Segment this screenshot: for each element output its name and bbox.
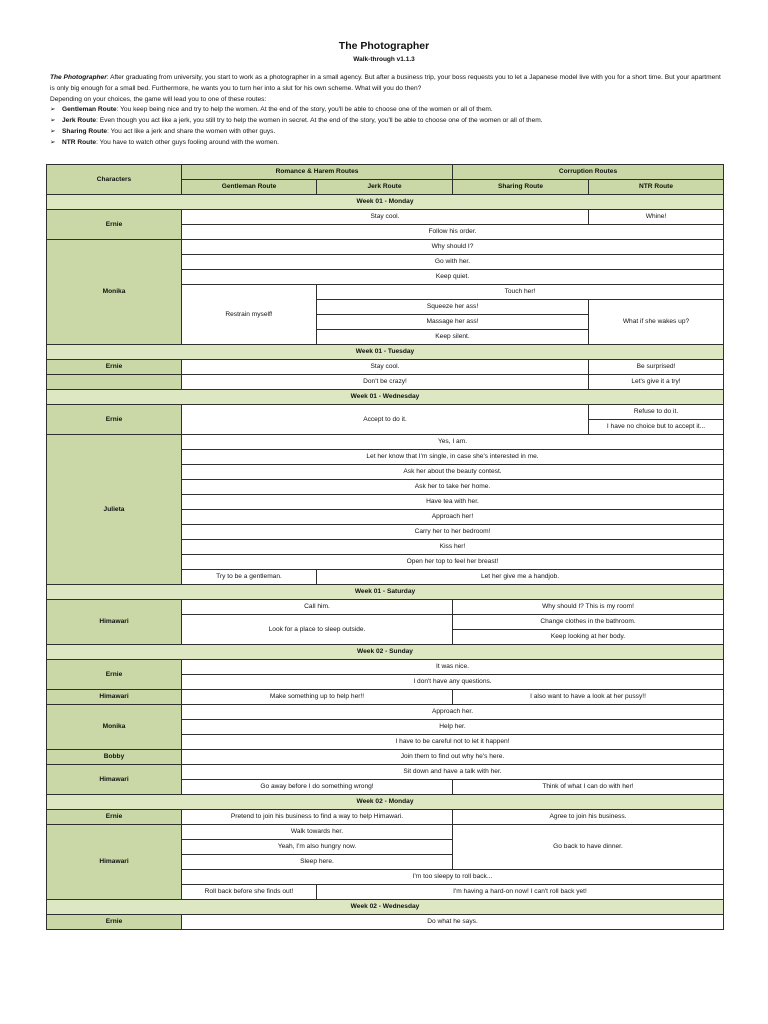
intro-lead: The Photographer (50, 74, 107, 81)
route-desc: : You have to watch other guys fooling around with the women. (96, 138, 279, 146)
choice-cell: I'm too sleepy to roll back... (182, 870, 724, 885)
character-cell: Ernie (47, 915, 182, 930)
choice-cell: Let's give it a try! (589, 375, 724, 390)
choice-cell: Yeah, I'm also hungry now. (182, 840, 453, 855)
choice-cell: Try to be a gentleman. (182, 570, 317, 585)
character-cell: Ernie (47, 660, 182, 690)
week-row (47, 900, 724, 915)
week-row (47, 390, 724, 405)
choice-cell: Have tea with her. (182, 495, 724, 510)
choice-cell: Sit down and have a talk with her. (182, 765, 724, 780)
choice-cell: Go away before I do something wrong! (182, 780, 453, 795)
choice-cell: Whine! (589, 210, 724, 225)
choice-cell: It was nice. (182, 660, 724, 675)
table-row (47, 405, 724, 420)
choice-cell: Sleep here. (182, 855, 453, 870)
choice-cell: Ask her about the beauty contest. (182, 465, 724, 480)
choice-cell: Touch her! (317, 285, 724, 300)
route-item (50, 127, 726, 138)
character-cell: Himawari (47, 690, 182, 705)
character-cell: Monika (47, 240, 182, 345)
week-row (47, 795, 724, 810)
character-cell: Julieta (47, 435, 182, 585)
table-row (47, 750, 724, 765)
route-name: NTR Route (62, 138, 97, 146)
choice-cell: Approach her! (182, 510, 724, 525)
character-cell (47, 375, 182, 390)
choice-cell: I have to be careful not to let it happen! (182, 735, 724, 750)
route-desc: : Even though you act like a jerk, you still try to help the women in secret. At the end of the story, you'll be able to choose one of the women or all of them. (96, 117, 543, 125)
choice-cell: Carry her to her bedroom! (182, 525, 724, 540)
route-name: Sharing Route (62, 127, 108, 135)
arrow-bullet-icon: ➢ (50, 117, 56, 125)
character-cell: Himawari (47, 765, 182, 795)
header-gentleman: Gentleman Route (182, 180, 317, 195)
week-label: Week 02 - Monday (47, 795, 724, 810)
header-sharing: Sharing Route (453, 180, 589, 195)
week-label: Week 01 - Wednesday (47, 390, 724, 405)
choice-cell: Help her. (182, 720, 724, 735)
choice-cell: Yes, I am. (182, 435, 724, 450)
table-row (47, 435, 724, 450)
arrow-bullet-icon: ➢ (50, 138, 56, 146)
choice-cell: Restrain myself! (182, 285, 317, 345)
choice-cell: Don't be crazy! (182, 375, 589, 390)
table-row (47, 825, 724, 840)
header-row (47, 165, 724, 180)
choice-cell: Accept to do it. (182, 405, 589, 435)
week-row (47, 645, 724, 660)
table-row (47, 240, 724, 255)
route-item (50, 105, 726, 116)
route-item (50, 138, 726, 149)
character-cell: Bobby (47, 750, 182, 765)
header-jerk: Jerk Route (317, 180, 453, 195)
choice-cell: What if she wakes up? (589, 300, 724, 345)
character-cell: Himawari (47, 825, 182, 900)
choice-cell: Go back to have dinner. (453, 825, 724, 870)
choice-cell: I'm having a hard-on now! I can't roll back yet! (317, 885, 724, 900)
choice-cell: Call him. (182, 600, 453, 615)
choice-cell: Approach her. (182, 705, 724, 720)
header-group-romance: Romance & Harem Routes (182, 165, 453, 180)
week-row (47, 585, 724, 600)
route-desc: : You act like a jerk and share the women with other guys. (107, 127, 276, 135)
choice-cell: Be surprised! (589, 360, 724, 375)
choice-cell: Refuse to do it. (589, 405, 724, 420)
table-row (47, 375, 724, 390)
choice-cell: Agree to join his business. (453, 810, 724, 825)
intro-text: : After graduating from university, you start to work as a photographer in a small agency. But after a business trip, your boss requests you to let a Japanese model live with you for a short time. But your apartment is only big enough for a small bed. Furthermore, he wants you to turn her into a slut for his own scheme. What will you do then? (50, 74, 721, 92)
choice-cell: Pretend to join his business to find a way to help Himawari. (182, 810, 453, 825)
week-label: Week 01 - Monday (47, 195, 724, 210)
choice-cell: Massage her ass! (317, 315, 589, 330)
header-characters: Characters (47, 165, 182, 195)
character-cell: Himawari (47, 600, 182, 645)
week-label: Week 01 - Saturday (47, 585, 724, 600)
choice-cell: I also want to have a look at her pussy!! (453, 690, 724, 705)
choice-cell: I don't have any questions. (182, 675, 724, 690)
choice-cell: Stay cool. (182, 360, 589, 375)
table-row (47, 765, 724, 780)
choice-cell: Walk towards her. (182, 825, 453, 840)
choice-cell: Keep silent. (317, 330, 589, 345)
choice-cell: Open her top to feel her breast! (182, 555, 724, 570)
choice-cell: Make something up to help her!! (182, 690, 453, 705)
route-item (50, 116, 726, 127)
character-cell: Ernie (47, 210, 182, 240)
walkthrough-table (46, 164, 724, 930)
choice-cell: Keep looking at her body. (453, 630, 724, 645)
choice-cell: Look for a place to sleep outside. (182, 615, 453, 645)
route-name: Jerk Route (62, 117, 97, 125)
route-name: Gentleman Route (62, 106, 117, 114)
choice-cell: Squeeze her ass! (317, 300, 589, 315)
week-row (47, 195, 724, 210)
doc-title: The Photographer (338, 40, 430, 52)
header-group-corruption: Corruption Routes (453, 165, 724, 180)
routes-list (50, 105, 726, 148)
character-cell: Ernie (47, 405, 182, 435)
arrow-bullet-icon: ➢ (50, 106, 56, 114)
character-cell: Monika (47, 705, 182, 750)
table-row (47, 810, 724, 825)
table-row (47, 360, 724, 375)
choice-cell: Stay cool. (182, 210, 589, 225)
week-label: Week 02 - Wednesday (47, 900, 724, 915)
intro-section (50, 73, 726, 149)
choice-cell: I have no choice but to accept it... (589, 420, 724, 435)
choice-cell: Follow his order. (182, 225, 724, 240)
character-cell: Ernie (47, 810, 182, 825)
week-row (47, 345, 724, 360)
header-ntr: NTR Route (589, 180, 724, 195)
table-row (47, 690, 724, 705)
choice-cell: Roll back before she finds out! (182, 885, 317, 900)
choice-cell: Join them to find out why he's here. (182, 750, 724, 765)
table-row (47, 660, 724, 675)
choice-cell: Let her give me a handjob. (317, 570, 724, 585)
choice-cell: Kiss her! (182, 540, 724, 555)
choice-cell: Why should I? (182, 240, 724, 255)
arrow-bullet-icon: ➢ (50, 127, 56, 135)
routes-intro: Depending on your choices, the game will lead you to one of these routes: (50, 95, 267, 103)
table-row (47, 705, 724, 720)
intro-paragraph (50, 73, 726, 95)
route-desc: : You keep being nice and try to help the women. At the end of the story, you'll be able to choose one of the women or all of them. (116, 106, 493, 114)
choice-cell: Think of what I can do with her! (453, 780, 724, 795)
choice-cell: Do what he says. (182, 915, 724, 930)
choice-cell: Keep quiet. (182, 270, 724, 285)
choice-cell: Ask her to take her home. (182, 480, 724, 495)
table-row (47, 600, 724, 615)
week-label: Week 02 - Sunday (47, 645, 724, 660)
choice-cell: Go with her. (182, 255, 724, 270)
choice-cell: Why should I? This is my room! (453, 600, 724, 615)
table-row (47, 210, 724, 225)
character-cell: Ernie (47, 360, 182, 375)
choice-cell: Change clothes in the bathroom. (453, 615, 724, 630)
doc-subtitle: Walk-through v1.1.3 (353, 56, 415, 63)
week-label: Week 01 - Tuesday (47, 345, 724, 360)
table-row (47, 915, 724, 930)
choice-cell: Let her know that I'm single, in case she's interested in me. (182, 450, 724, 465)
